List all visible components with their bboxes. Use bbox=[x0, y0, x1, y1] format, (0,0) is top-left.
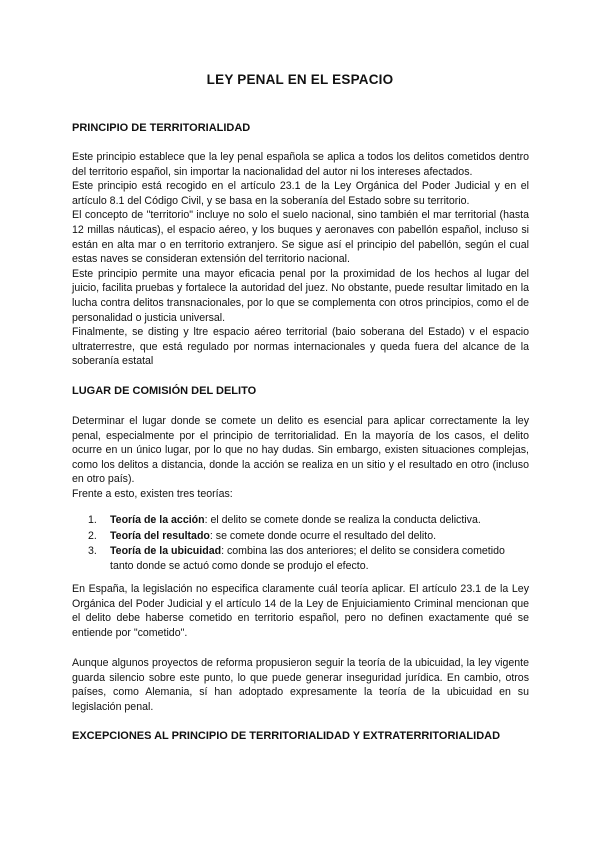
theory-term: Teoría del resultado bbox=[110, 529, 210, 542]
section-heading-excepciones: EXCEPCIONES AL PRINCIPIO DE TERRITORIALIDAD Y EXTRATERRITORIALIDAD bbox=[72, 730, 501, 742]
paragraph: Este principio permite una mayor eficacia penal por la proximidad de los hechos al lugar del juicio, facilita pruebas y fortalece la autoridad del juez. No obstante, puede resultar limitado en la lucha contra delitos transnacionales, por lo que se complementa con otros principios, como el de personalidad o justicia universal. bbox=[72, 267, 529, 324]
section-body-lugar-comision-3 bbox=[72, 656, 529, 714]
list-number: 3. bbox=[88, 545, 97, 558]
paragraph: Este principio establece que la ley penal española se aplica a todos los delitos cometidos dentro del territorio español, sin importar la nacionalidad del autor ni los intereses afectados. bbox=[72, 151, 529, 178]
paragraph: En España, la legislación no especifica claramente cuál teoría aplicar. El artículo 23.1 de la Ley Orgánica del Poder Judicial y el artículo 14 de la Ley de Enjuiciamiento Criminal mencionan que el delito debe haberse cometido en territorio español, pero no definen exactamente qué se entiende por "cometido". bbox=[72, 583, 529, 639]
paragraph: El concepto de "territorio" incluye no solo el suelo nacional, sino también el mar territorial (hasta 12 millas náuticas), el espacio aéreo, y los buques y aeronaves con pabellón español, incluso si están en alta mar o en territorio extranjero. Se sigue así el principio del pabellón, según el cual estas naves se consideran extensión del territorio nacional. bbox=[72, 209, 529, 266]
section-heading-territorialidad: PRINCIPIO DE TERRITORIALIDAD bbox=[72, 122, 251, 134]
page-title: LEY PENAL EN EL ESPACIO bbox=[206, 72, 394, 87]
paragraph: Finalmente, se disting y ltre espacio aéreo territorial (baio soberana del Estado) v el espacio ultraterrestre, que está regulado por normas internacionales y queda fuera del alcance de la soberanía estatal bbox=[72, 326, 529, 368]
theory-text: : combina las dos anteriores; el delito se considera cometido tanto donde se actuó como donde se produjo el efecto. bbox=[110, 545, 505, 572]
section-intro-lugar-comision bbox=[72, 414, 529, 502]
section-body-lugar-comision-2 bbox=[72, 582, 529, 640]
list-item bbox=[88, 529, 529, 544]
theory-term: Teoría de la acción bbox=[110, 514, 205, 526]
section-heading-lugar-comision: LUGAR DE COMISIÓN DEL DELITO bbox=[72, 385, 257, 397]
paragraph: Aunque algunos proyectos de reforma propusieron seguir la teoría de la ubicuidad, la ley vigente guarda silencio sobre este punto, lo que puede generar inseguridad jurídica. En cambio, otros países, como Alemania, sí han adoptado expresamente la teoría de la ubicuidad en su legislación penal. bbox=[72, 657, 529, 713]
paragraph: Este principio está recogido en el artículo 23.1 de la Ley Orgánica del Poder Judicial y en el artículo 8.1 del Código Civil, y se basa en la soberanía del Estado sobre su territorio. bbox=[72, 180, 529, 207]
paragraph: Frente a esto, existen tres teorías: bbox=[72, 487, 233, 500]
list-item bbox=[88, 544, 529, 573]
list-number: 2. bbox=[88, 529, 97, 542]
list-item bbox=[88, 513, 529, 528]
theory-text: : el delito se comete donde se realiza la conducta delictiva. bbox=[204, 514, 481, 526]
paragraph: Determinar el lugar donde se comete un delito es esencial para aplicar correctamente la ley penal, especialmente por el principio de territorialidad. En la mayoría de los casos, el delito ocurre en un único lugar, por lo que no hay dudas. Sin embargo, existen situaciones complejas, como los delitos a distancia, donde la acción se realiza en un sitio y el resultado en otro (incluso en otro país). bbox=[72, 415, 529, 486]
section-body-territorialidad bbox=[72, 150, 529, 369]
theory-text: : se comete donde ocurre el resultado del delito. bbox=[209, 529, 437, 542]
list-number: 1. bbox=[88, 514, 97, 526]
theory-term: Teoría de la ubicuidad bbox=[110, 545, 222, 558]
theories-list bbox=[88, 513, 529, 574]
